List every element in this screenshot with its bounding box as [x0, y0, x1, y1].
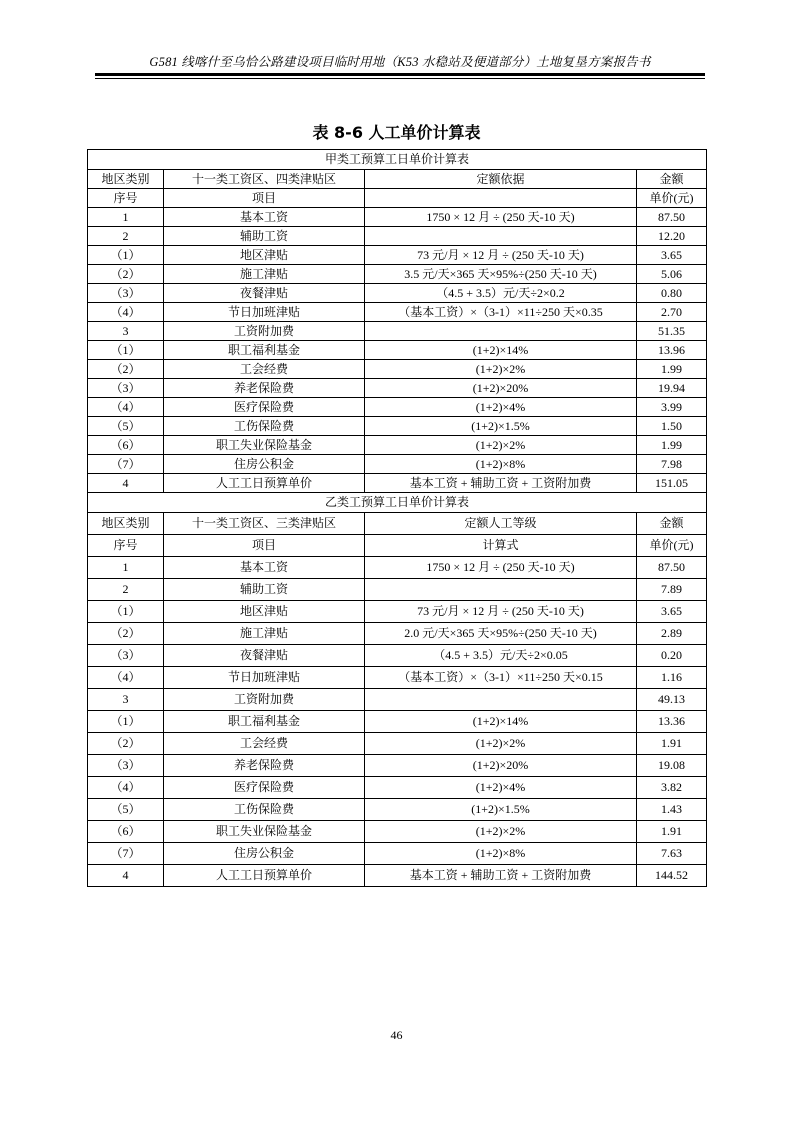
row-item: 夜餐津贴	[164, 645, 365, 667]
row-item: 职工失业保险基金	[164, 436, 365, 455]
row-amount: 3.99	[637, 398, 707, 417]
row-item: 基本工资	[164, 557, 365, 579]
row-item: 节日加班津贴	[164, 667, 365, 689]
row-number: （3）	[88, 645, 164, 667]
row-number: （4）	[88, 777, 164, 799]
row-amount: 144.52	[637, 865, 707, 887]
row-formula: 3.5 元/天×365 天×95%÷(250 天-10 天)	[365, 265, 637, 284]
row-number: （2）	[88, 623, 164, 645]
row-number: 2	[88, 227, 164, 246]
row-amount: 13.36	[637, 711, 707, 733]
row-number: （4）	[88, 667, 164, 689]
labor-rate-table	[87, 149, 707, 887]
row-item: 工会经费	[164, 360, 365, 379]
row-number: 4	[88, 865, 164, 887]
row-formula: (1+2)×8%	[365, 455, 637, 474]
table-row	[88, 755, 707, 777]
row-amount: 1.50	[637, 417, 707, 436]
table-row	[88, 601, 707, 623]
row-item: 施工津贴	[164, 623, 365, 645]
row-amount: 49.13	[637, 689, 707, 711]
table-row	[88, 208, 707, 227]
table-row	[88, 843, 707, 865]
column-header-cell: 地区类别	[88, 513, 164, 535]
row-formula: （4.5 + 3.5）元/天÷2×0.2	[365, 284, 637, 303]
row-number: （3）	[88, 379, 164, 398]
column-header-cell: 金额	[637, 513, 707, 535]
row-item: 工伤保险费	[164, 417, 365, 436]
row-number: （1）	[88, 711, 164, 733]
column-header-cell: 计算式	[365, 535, 637, 557]
row-formula: （基本工资）×（3-1）×11÷250 天×0.35	[365, 303, 637, 322]
row-item: 医疗保险费	[164, 777, 365, 799]
row-formula: 基本工资 + 辅助工资 + 工资附加费	[365, 865, 637, 887]
row-number: （4）	[88, 398, 164, 417]
row-amount: 151.05	[637, 474, 707, 493]
table-row	[88, 455, 707, 474]
row-formula: (1+2)×14%	[365, 711, 637, 733]
row-formula: （基本工资）×（3-1）×11÷250 天×0.15	[365, 667, 637, 689]
row-number: 2	[88, 579, 164, 601]
column-header-cell: 序号	[88, 189, 164, 208]
row-amount: 87.50	[637, 208, 707, 227]
row-formula: 基本工资 + 辅助工资 + 工资附加费	[365, 474, 637, 493]
row-item: 节日加班津贴	[164, 303, 365, 322]
row-amount: 19.94	[637, 379, 707, 398]
row-amount: 1.91	[637, 733, 707, 755]
table-row	[88, 557, 707, 579]
row-formula	[365, 322, 637, 341]
row-amount: 87.50	[637, 557, 707, 579]
row-item: 职工失业保险基金	[164, 821, 365, 843]
row-amount: 1.16	[637, 667, 707, 689]
table-row	[88, 284, 707, 303]
table-row	[88, 417, 707, 436]
row-number: （5）	[88, 799, 164, 821]
row-item: 职工福利基金	[164, 711, 365, 733]
row-formula	[365, 689, 637, 711]
row-formula: 73 元/月 × 12 月 ÷ (250 天-10 天)	[365, 246, 637, 265]
table-row	[88, 246, 707, 265]
row-formula: （4.5 + 3.5）元/天÷2×0.05	[365, 645, 637, 667]
row-number: （3）	[88, 755, 164, 777]
table-row	[88, 322, 707, 341]
column-header-cell: 单价(元)	[637, 535, 707, 557]
table-row	[88, 341, 707, 360]
table-title: 表 8-6 人工单价计算表	[312, 123, 481, 142]
column-header-row	[88, 513, 707, 535]
row-item: 医疗保险费	[164, 398, 365, 417]
row-number: （6）	[88, 821, 164, 843]
row-amount: 1.43	[637, 799, 707, 821]
row-formula: (1+2)×2%	[365, 733, 637, 755]
table-row	[88, 303, 707, 322]
row-number: （7）	[88, 455, 164, 474]
table-row	[88, 865, 707, 887]
row-formula: (1+2)×2%	[365, 436, 637, 455]
row-number: 3	[88, 322, 164, 341]
row-item: 工会经费	[164, 733, 365, 755]
row-number: （3）	[88, 284, 164, 303]
table-row	[88, 821, 707, 843]
row-formula: 1750 × 12 月 ÷ (250 天-10 天)	[365, 208, 637, 227]
row-amount: 1.91	[637, 821, 707, 843]
table-row	[88, 733, 707, 755]
row-item: 职工福利基金	[164, 341, 365, 360]
row-amount: 3.82	[637, 777, 707, 799]
row-item: 人工工日预算单价	[164, 865, 365, 887]
row-amount: 7.89	[637, 579, 707, 601]
row-amount: 1.99	[637, 436, 707, 455]
section-heading: 甲类工预算工日单价计算表	[88, 150, 707, 170]
column-header-row	[88, 189, 707, 208]
row-amount: 19.08	[637, 755, 707, 777]
table-row	[88, 579, 707, 601]
row-formula: (1+2)×8%	[365, 843, 637, 865]
section-heading-row	[88, 150, 707, 170]
row-item: 住房公积金	[164, 455, 365, 474]
row-number: 4	[88, 474, 164, 493]
row-item: 基本工资	[164, 208, 365, 227]
row-amount: 2.70	[637, 303, 707, 322]
column-header-cell	[365, 189, 637, 208]
row-number: （1）	[88, 601, 164, 623]
row-item: 工伤保险费	[164, 799, 365, 821]
header-rule-thick	[95, 73, 705, 76]
table-row	[88, 227, 707, 246]
row-item: 住房公积金	[164, 843, 365, 865]
row-item: 辅助工资	[164, 227, 365, 246]
table-row	[88, 711, 707, 733]
row-formula: (1+2)×2%	[365, 821, 637, 843]
row-formula: (1+2)×14%	[365, 341, 637, 360]
row-number: （5）	[88, 417, 164, 436]
table-row	[88, 667, 707, 689]
row-number: 1	[88, 208, 164, 227]
section-heading: 乙类工预算工日单价计算表	[88, 493, 707, 513]
row-amount: 3.65	[637, 246, 707, 265]
row-formula: (1+2)×20%	[365, 755, 637, 777]
row-item: 地区津贴	[164, 246, 365, 265]
row-amount: 0.20	[637, 645, 707, 667]
row-formula: 1750 × 12 月 ÷ (250 天-10 天)	[365, 557, 637, 579]
row-number: （2）	[88, 733, 164, 755]
row-number: （1）	[88, 246, 164, 265]
column-header-cell: 项目	[164, 189, 365, 208]
column-header-cell: 序号	[88, 535, 164, 557]
row-amount: 7.63	[637, 843, 707, 865]
row-number: （6）	[88, 436, 164, 455]
row-amount: 51.35	[637, 322, 707, 341]
row-item: 夜餐津贴	[164, 284, 365, 303]
row-formula: (1+2)×4%	[365, 777, 637, 799]
row-item: 人工工日预算单价	[164, 474, 365, 493]
table-row	[88, 623, 707, 645]
table-row	[88, 265, 707, 284]
column-header-cell: 地区类别	[88, 170, 164, 189]
row-formula: (1+2)×4%	[365, 398, 637, 417]
row-number: （4）	[88, 303, 164, 322]
row-number: （7）	[88, 843, 164, 865]
column-header-cell: 单价(元)	[637, 189, 707, 208]
column-header-cell: 定额依据	[365, 170, 637, 189]
column-header-cell: 金额	[637, 170, 707, 189]
row-formula: (1+2)×1.5%	[365, 417, 637, 436]
row-item: 地区津贴	[164, 601, 365, 623]
row-amount: 1.99	[637, 360, 707, 379]
row-formula: (1+2)×2%	[365, 360, 637, 379]
table-row	[88, 398, 707, 417]
header-rule-thin	[95, 78, 705, 79]
column-header-cell: 项目	[164, 535, 365, 557]
column-header-cell: 十一类工资区、三类津贴区	[164, 513, 365, 535]
row-item: 辅助工资	[164, 579, 365, 601]
page-number: 46	[390, 1028, 403, 1042]
table-row	[88, 474, 707, 493]
row-number: （2）	[88, 265, 164, 284]
row-item: 养老保险费	[164, 755, 365, 777]
table-row	[88, 689, 707, 711]
table-row	[88, 360, 707, 379]
column-header-cell: 定额人工等级	[365, 513, 637, 535]
row-amount: 0.80	[637, 284, 707, 303]
running-header: G581 线喀什至乌恰公路建设项目临时用地（K53 水稳站及便道部分）土地复垦方案报告书	[149, 55, 651, 69]
table-row	[88, 379, 707, 398]
column-header-cell: 十一类工资区、四类津贴区	[164, 170, 365, 189]
row-amount: 13.96	[637, 341, 707, 360]
row-formula: (1+2)×1.5%	[365, 799, 637, 821]
table-row	[88, 645, 707, 667]
table-row	[88, 777, 707, 799]
section-heading-row	[88, 493, 707, 513]
column-header-row	[88, 170, 707, 189]
row-item: 工资附加费	[164, 322, 365, 341]
labor-rate-table-body	[88, 150, 707, 887]
row-formula: 2.0 元/天×365 天×95%÷(250 天-10 天)	[365, 623, 637, 645]
row-item: 施工津贴	[164, 265, 365, 284]
row-number: （2）	[88, 360, 164, 379]
row-amount: 3.65	[637, 601, 707, 623]
row-formula	[365, 227, 637, 246]
row-item: 养老保险费	[164, 379, 365, 398]
row-amount: 12.20	[637, 227, 707, 246]
row-item: 工资附加费	[164, 689, 365, 711]
row-formula	[365, 579, 637, 601]
row-amount: 5.06	[637, 265, 707, 284]
row-amount: 2.89	[637, 623, 707, 645]
row-formula: 73 元/月 × 12 月 ÷ (250 天-10 天)	[365, 601, 637, 623]
row-formula: (1+2)×20%	[365, 379, 637, 398]
row-number: 3	[88, 689, 164, 711]
table-row	[88, 436, 707, 455]
row-number: （1）	[88, 341, 164, 360]
row-amount: 7.98	[637, 455, 707, 474]
column-header-row	[88, 535, 707, 557]
row-number: 1	[88, 557, 164, 579]
table-row	[88, 799, 707, 821]
